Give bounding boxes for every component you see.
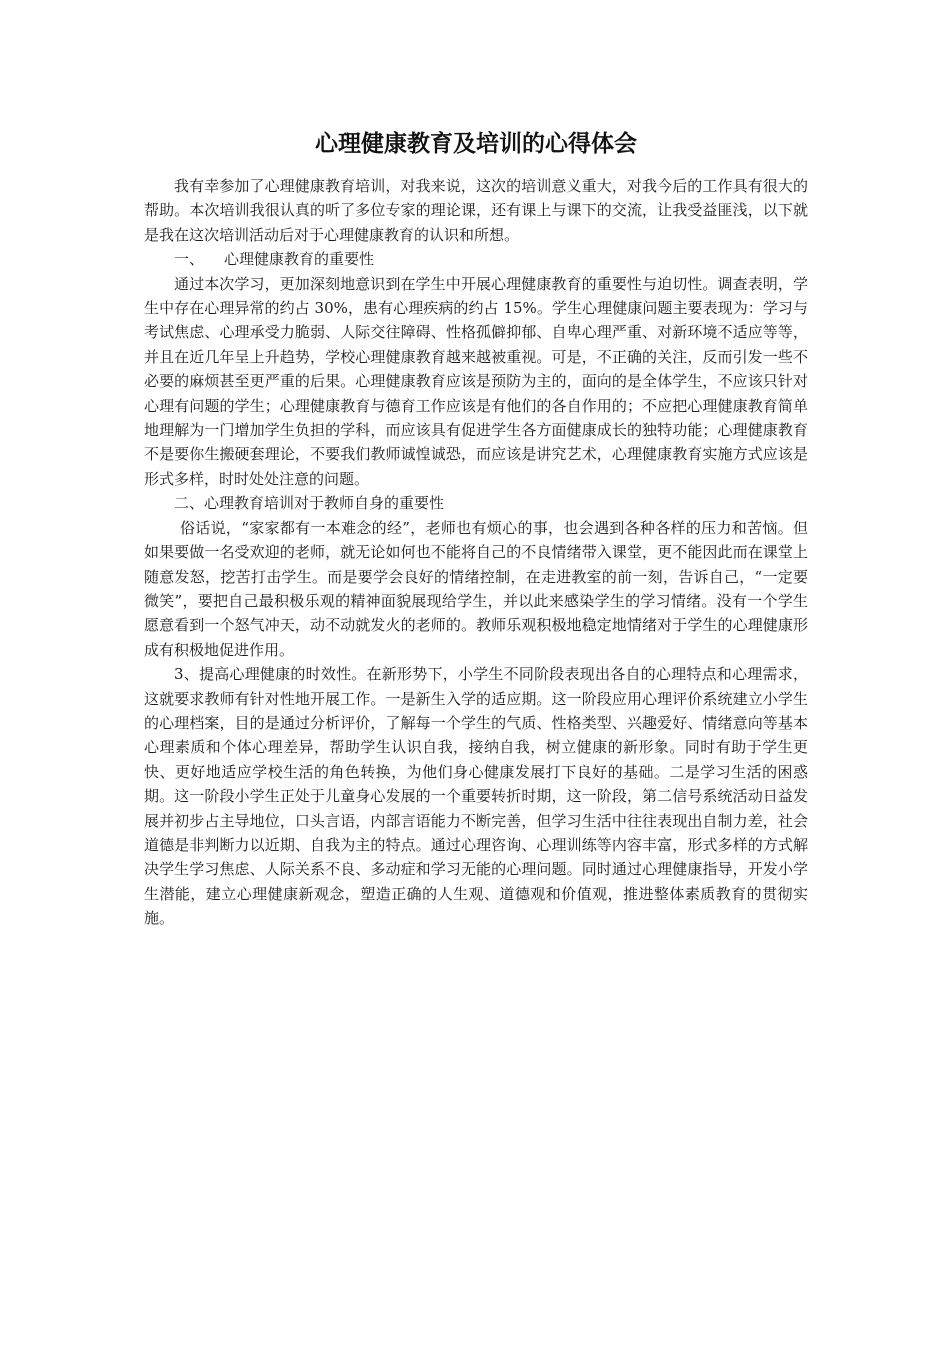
section-1-heading [144,247,808,271]
section-2-paragraph: 俗话说，“家家都有一本难念的经”，老师也有烦心的事，也会遇到各种各样的压力和苦恼。但如果要做一名受欢迎的老师，就无论如何也不能将自己的不良情绪带入课堂，更不能因此而在课堂上随意发怒，挖苦打击学生。而是要学会良好的情绪控制，在走进教室的前一刻，告诉自己，“一定要微笑”，要把自己最积极乐观的精神面貌展现给学生，并以此来感染学生的学习情绪。没有一个学生愿意看到一个怒气冲天，动不动就发火的老师的。教师乐观积极地稳定地情绪对于学生的心理健康形成有积极地促进作用。 [144,518,808,659]
section-3-paragraph: 3、提高心理健康的时效性。在新形势下，小学生不同阶段表现出各自的心理特点和心理需求，这就要求教师有针对性地开展工作。一是新生入学的适应期。这一阶段应用心理评价系统建立小学生的心理档案，目的是通过分析评价，了解每一个学生的气质、性格类型、兴趣爱好、情绪意向等基本心理素质和个体心理差异，帮助学生认识自我，接纳自我，树立健康的新形象。同时有助于学生更快、更好地适应学校生活的角色转换，为他们身心健康发展打下良好的基础。二是学习生活的困惑期。这一阶段小学生正处于儿童身心发展的一个重要转折时期，这一阶段，第二信号系统活动日益发展并初步占主导地位，口头言语，内部言语能力不断完善，但学习生活中往往表现出自制力差，社会道德是非判断力以近期、自我为主的特点。通过心理咨询、心理训练等内容丰富，形式多样的方式解决学生学习焦虑、人际关系不良、多动症和学习无能的心理问题。同时通过心理健康指导，开发小学生潜能，建立心理健康新观念，塑造正确的人生观、道德观和价值观，推进整体素质教育的贯彻实施。 [144,665,808,928]
section-1-heading-text: 心理健康教育的重要性 [224,250,375,269]
document-body [144,128,808,931]
section-1-number: 一、 [174,250,205,269]
section-1-paragraph: 通过本次学习，更加深刻地意识到在学生中开展心理健康教育的重要性与迫切性。调查表明，学生中存在心理异常的约占 30%，患有心理疾病的约占 15%。学生心理健康问题主要表现为：学习与考试焦虑、心理承受力脆弱、人际交往障碍、性格孤僻抑郁、自卑心理严重、对新环境不适应等等，并且在近几年呈上升趋势，学校心理健康教育越来越被重视。可是，不正确的关注，反而引发一些不必要的麻烦甚至更严重的后果。心理健康教育应该是预防为主的，面向的是全体学生，不应该只针对心理有问题的学生；心理健康教育与德育工作应该是有他们的各自作用的；不应把心理健康教育简单地理解为一门增加学生负担的学科，而应该具有促进学生各方面健康成长的独特功能；心理健康教育不是要你生搬硬套理论，不要我们教师诚惶诚恐，而应该是讲究艺术，心理健康教育实施方式应该是形式多样，时时处处注意的问题。 [144,274,808,488]
section-2-heading: 二、心理教育培训对于教师自身的重要性 [174,494,445,513]
intro-paragraph: 我有幸参加了心理健康教育培训，对我来说，这次的培训意义重大，对我今后的工作具有很大的帮助。本次培训我很认真的听了多位专家的理论课，还有课上与课下的交流，让我受益匪浅，以下就是我在这次培训活动后对于心理健康教育的认识和所想。 [144,177,808,244]
document-title: 心理健康教育及培训的心得体会 [315,131,637,157]
